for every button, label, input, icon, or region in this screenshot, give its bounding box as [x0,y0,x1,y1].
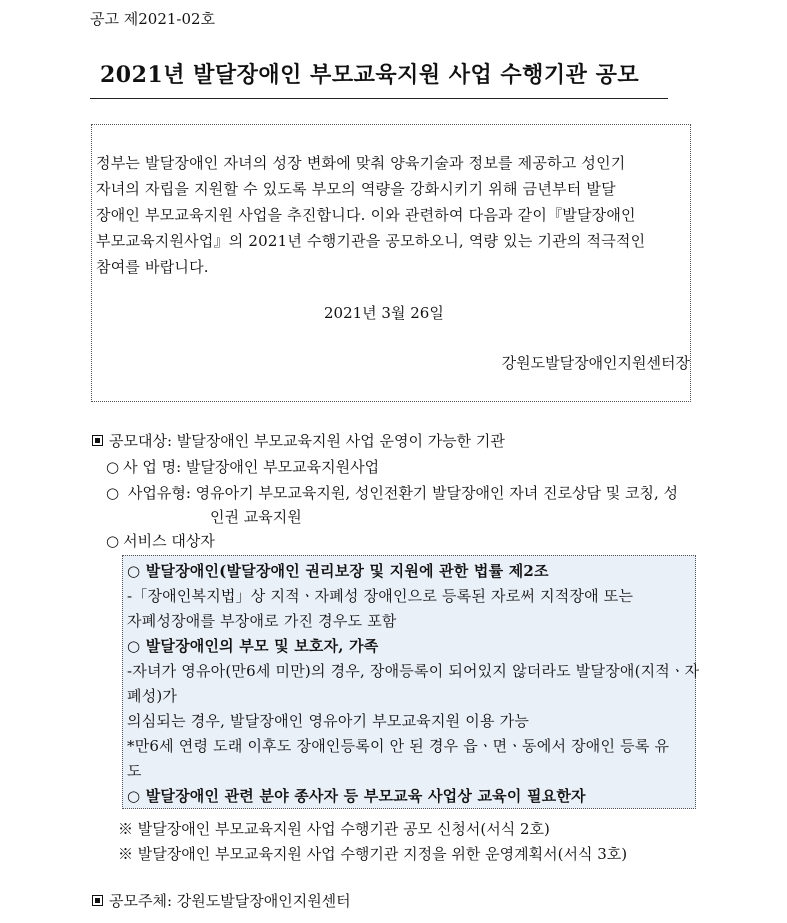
service-target-item: ○ 발달장애인 관련 분야 종사자 등 부모교육 사업상 교육이 필요한자 [127,787,586,805]
project-type: ○ 사업유형: 영유아기 부모교육지원, 성인전환기 발달장애인 자녀 진로상담 및 코칭, 성 [106,484,679,502]
intro-line: 부모교육지원사업』의 2021년 수행기관을 공모하오니, 역량 있는 기관의 적극적인 [96,232,646,250]
intro-line: 정부는 발달장애인 자녀의 성장 변화에 맞춰 양육기술과 정보를 제공하고 성인기 [96,154,626,172]
service-target-detail: 폐성)가 [127,687,178,705]
target-section-heading: 공모대상: 발달장애인 부모교육지원 사업 운영이 가능한 기관 [92,430,505,451]
service-target-item: ○ 발달장애인의 부모 및 보호자, 가족 [127,637,379,655]
host-section-heading: 공모주체: 강원도발달장애인지원센터 [92,890,351,911]
service-target-detail: 도 [127,762,142,780]
circle-bullet-icon: ○ [106,484,120,502]
operation-plan-note: ※ 발달장애인 부모교육지원 사업 수행기관 지정을 위한 운영계획서(서식 3호) [118,845,628,863]
service-target-detail: -「장애인복지법」상 지적ㆍ자폐성 장애인으로 등록된 자로써 지적장애 또는 [127,587,634,605]
intro-line: 참여를 바랍니다. [96,258,209,276]
notice-number: 공고 제2021-02호 [90,10,216,28]
square-bullet-icon [92,435,103,446]
service-target-detail: *만6세 연령 도래 이후도 장애인등록이 안 된 경우 읍ㆍ면ㆍ동에서 장애인 등록 유 [127,737,670,755]
service-target-item: ○ 발달장애인(발달장애인 권리보장 및 지원에 관한 법률 제2조 [127,562,549,580]
page-title: 2021년 발달장애인 부모교육지원 사업 수행기관 공모 [100,62,640,88]
circle-bullet-icon: ○ [106,458,120,476]
circle-bullet-icon: ○ [106,532,120,550]
intro-line: 장애인 부모교육지원 사업을 추진합니다. 이와 관련하여 다음과 같이『발달장애인 [96,206,636,224]
square-bullet-icon [92,895,103,906]
service-target-detail: 자폐성장애를 부장애로 가진 경우도 포함 [127,612,397,630]
application-form-note: ※ 발달장애인 부모교육지원 사업 수행기관 공모 신청서(서식 2호) [118,820,550,838]
intro-line: 자녀의 자립을 지원할 수 있도록 부모의 역량을 강화시키기 위해 금년부터 발달 [96,180,616,198]
service-target-detail: -자녀가 영유아(만6세 미만)의 경우, 장애등록이 되어있지 않더라도 발달장애(지적ㆍ자 [127,662,700,680]
service-target-detail: 의심되는 경우, 발달장애인 영유아기 부모교육지원 이용 가능 [127,712,530,730]
project-type-continued: 인권 교육지원 [210,508,302,526]
notice-date: 2021년 3월 26일 [324,304,444,322]
project-name: ○ 사 업 명: 발달장애인 부모교육지원사업 [106,458,380,476]
service-target-label: ○ 서비스 대상자 [106,532,215,550]
title-underline [90,98,668,99]
issuing-organization: 강원도발달장애인지원센터장 [501,354,690,372]
